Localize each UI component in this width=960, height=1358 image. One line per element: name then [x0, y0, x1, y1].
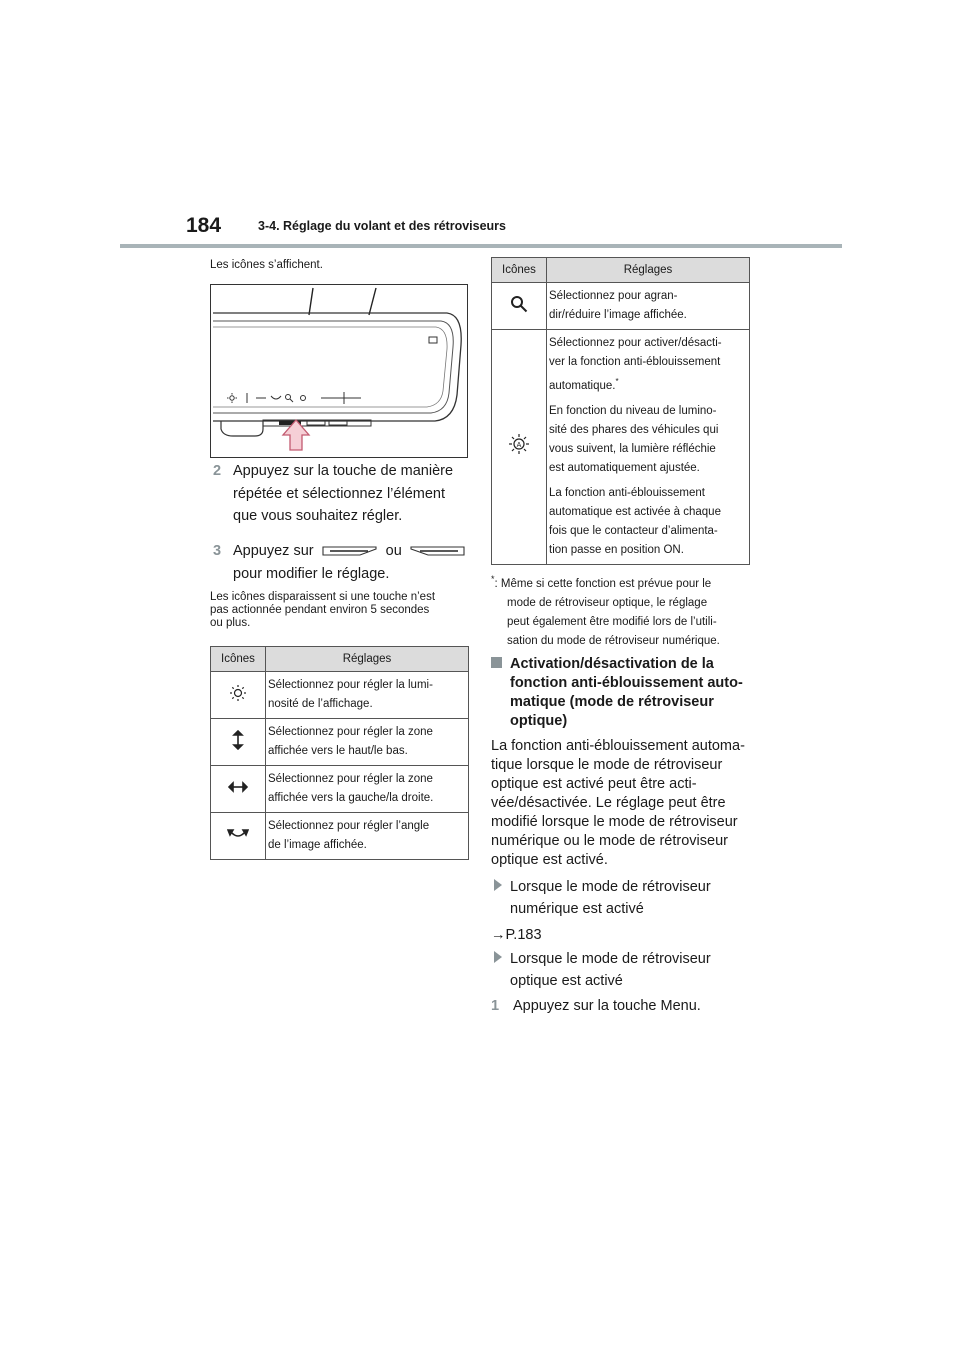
- step-2: [213, 461, 453, 481]
- step-2-line-3: que vous souhaitez régler.: [233, 508, 403, 524]
- step-3-or: ou: [385, 543, 402, 559]
- para-line-7: optique est activé.: [491, 852, 608, 868]
- step-2-line-1: Appuyez sur la touche de manière: [233, 463, 454, 479]
- slide-left-button-icon: [322, 544, 378, 558]
- bullet-1-line-2: numérique est activé: [510, 901, 644, 917]
- mirror-drawing: [211, 285, 467, 457]
- step-2-number: 2: [213, 463, 222, 479]
- section-heading: Activation/désactivation de la: [491, 655, 714, 674]
- para-line-3: optique est activé peut être acti-: [491, 776, 697, 792]
- tilt-angle-icon: [211, 813, 266, 860]
- table-row: [211, 766, 469, 813]
- triangle-bullet-icon: [494, 951, 502, 963]
- row-3-line-2: affichée vers la gauche/la droite.: [268, 792, 434, 804]
- antiglare-paragraph-1: Sélectionnez pour activer/désacti- ver la fonction anti-éblouissement automatique.*: [549, 337, 722, 392]
- bullet-2-line-2: optique est activé: [510, 973, 623, 989]
- zoom-line-1: Sélectionnez pour agran-: [549, 290, 678, 302]
- note-line-3: ou plus.: [210, 617, 251, 629]
- heading-bullet-icon: [491, 657, 502, 668]
- col-header-settings: Réglages: [266, 647, 469, 672]
- section-title: 3-4. Réglage du volant et des rétroviseurs: [258, 219, 506, 233]
- right-settings-table: [491, 257, 750, 565]
- footnote: *: Même si cette fonction est prévue pour le mode de rétroviseur optique, le réglage peut également être modifié lors de l’utili- sation du mode de rétroviseur numérique.: [491, 574, 720, 647]
- table-row: [492, 283, 750, 330]
- footnote-mark: *: [491, 574, 495, 584]
- mirror-illustration: [210, 284, 468, 458]
- row-2-line-2: affichée vers le haut/le bas.: [268, 745, 408, 757]
- heading-line-2: fonction anti-éblouissement auto-: [510, 675, 743, 691]
- row-1-line-2: nosité de l’affichage.: [268, 698, 373, 710]
- triangle-bullet-icon: [494, 879, 502, 891]
- row-2-line-1: Sélectionnez pour régler la zone: [268, 726, 433, 738]
- left-settings-table: [210, 646, 469, 860]
- antiglare-paragraph-2: En fonction du niveau de lumino- sité des phares des véhicules qui vous suivent, la lumière réfléchie est automatiquement ajustée.: [549, 404, 719, 474]
- step-3-text-a: Appuyez sur: [233, 543, 314, 559]
- bullet-2: Lorsque le mode de rétroviseur: [494, 949, 711, 969]
- para-line-6: numérique ou le mode de rétroviseur: [491, 833, 728, 849]
- step-2-line-2: répétée et sélectionnez l’élément: [233, 486, 445, 502]
- page-number: 184: [186, 214, 222, 237]
- intro-text: Les icônes s’affichent.: [210, 259, 323, 271]
- para-line-1: La fonction anti-éblouissement automa-: [491, 738, 745, 754]
- col-header-settings-right: Réglages: [547, 258, 750, 283]
- table-row: [211, 672, 469, 719]
- table-row: [211, 719, 469, 766]
- row-3-line-1: Sélectionnez pour régler la zone: [268, 773, 433, 785]
- note-line-1: Les icônes disparaissent si une touche n’est: [210, 591, 436, 603]
- vertical-arrows-icon: [211, 719, 266, 766]
- brightness-icon: [211, 672, 266, 719]
- para-line-2: tique lorsque le mode de rétroviseur: [491, 757, 723, 773]
- footnote-ref: *: [615, 377, 619, 386]
- page-reference-link[interactable]: →P.183: [491, 927, 542, 943]
- auto-antiglare-icon: [492, 330, 547, 565]
- zoom-line-2: dir/réduire l’image affichée.: [549, 309, 687, 321]
- row-1-line-1: Sélectionnez pour régler la lumi-: [268, 679, 433, 691]
- step-3: [213, 541, 466, 561]
- step-1-number: 1: [491, 998, 500, 1014]
- heading-line-3: matique (mode de rétroviseur: [510, 694, 714, 710]
- slide-right-button-icon: [410, 544, 466, 558]
- magnifier-icon: [492, 283, 547, 330]
- header-rule: [120, 244, 842, 248]
- horizontal-arrows-icon: [211, 766, 266, 813]
- bullet-1: Lorsque le mode de rétroviseur: [494, 877, 711, 897]
- col-header-icons-right: Icônes: [492, 258, 547, 283]
- col-header-icons: Icônes: [211, 647, 266, 672]
- antiglare-paragraph-3: La fonction anti-éblouissement automatique est activée à chaque fois que le contacteur d’alimenta- tion passe en position ON.: [549, 486, 721, 556]
- para-line-4: vée/désactivée. Le réglage peut être: [491, 795, 726, 811]
- heading-line-4: optique): [510, 713, 568, 729]
- note-line-2: pas actionnée pendant environ 5 secondes: [210, 604, 430, 616]
- step-3-line-2: pour modifier le réglage.: [233, 566, 390, 582]
- row-4-line-1: Sélectionnez pour régler l’angle: [268, 820, 430, 832]
- step-1: 1 Appuyez sur la touche Menu.: [491, 998, 701, 1014]
- step-3-number: 3: [213, 543, 222, 559]
- table-row: [211, 813, 469, 860]
- table-row: [492, 330, 750, 565]
- svg-text:A: A: [516, 442, 522, 450]
- para-line-5: modifié lorsque le mode de rétroviseur: [491, 814, 738, 830]
- row-4-line-2: de l’image affichée.: [268, 839, 367, 851]
